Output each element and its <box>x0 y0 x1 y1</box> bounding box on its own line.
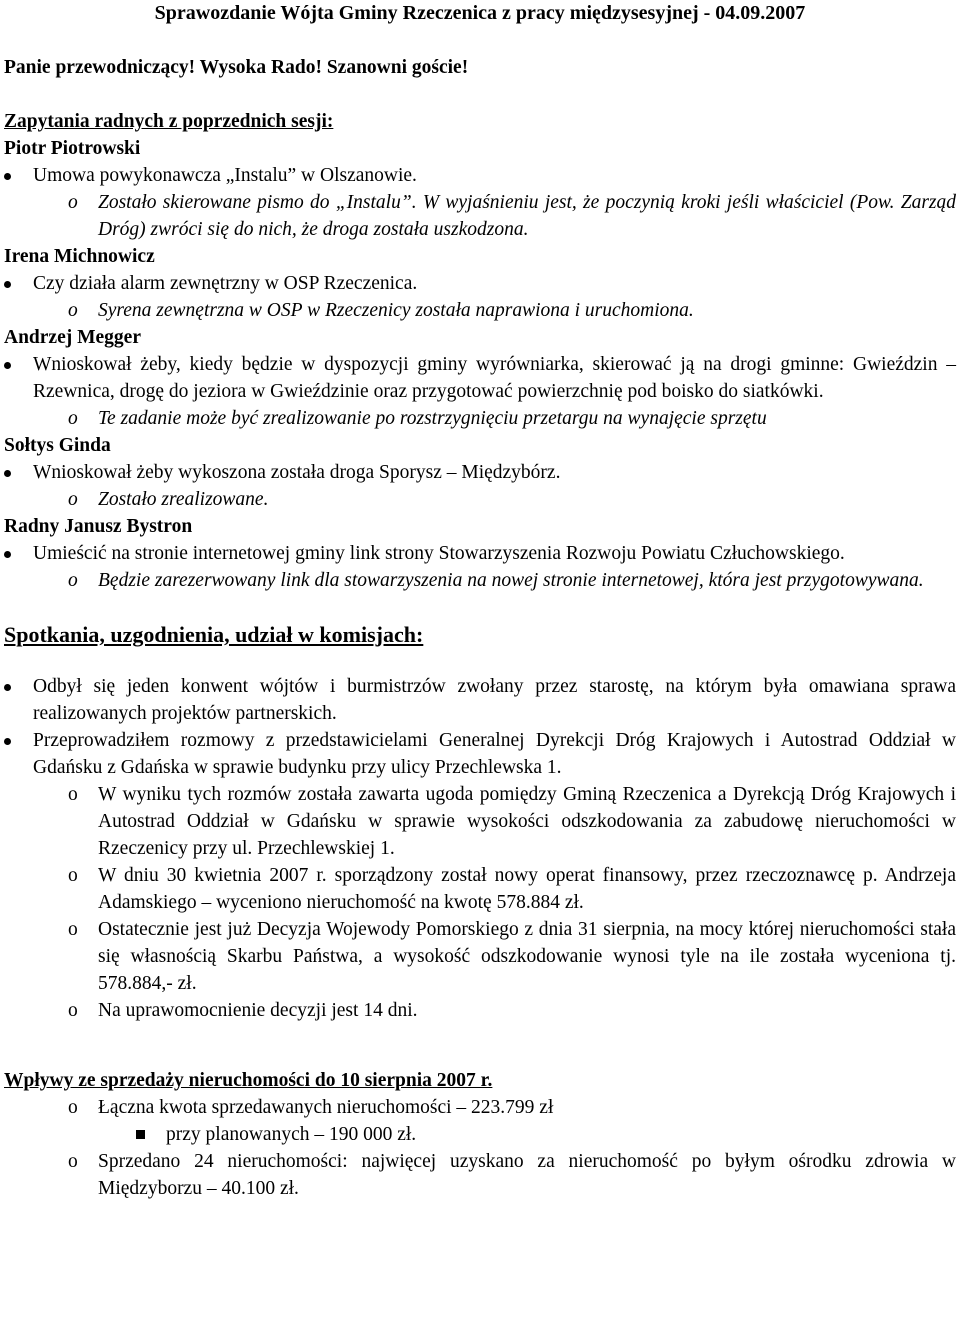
answer-text: Te zadanie może być zrealizowanie po rozstrzygnięciu przetargu na wynajęcie sprzętu <box>98 408 767 429</box>
sub-bullet-marker: o <box>68 489 78 510</box>
sub-list-text: W wyniku tych rozmów została zawarta ugoda pomiędzy Gminą Rzeczenica a Dyrekcją Dróg Krajowych i Autostrad Oddział w Gdańsku w sprawie wysokości odszkodowania za zabudowę nieruchomości w Rzeczenicy przy ul. Przechlewskiej 1. <box>98 784 956 859</box>
document-title: Sprawozdanie Wójta Gminy Rzeczenica z pracy międzysesyjnej - 04.09.2007 <box>154 2 806 24</box>
answer-text: Zostało skierowane pismo do „Instalu”. W wyjaśnieniu jest, że poczynią kroki jeśli właściciel (Pow. Zarząd Dróg) zwróci się do nich, że droga została uszkodzona. <box>98 192 956 240</box>
answer-item <box>4 297 956 324</box>
question-item: Czy działa alarm zewnętrzny w OSP Rzeczenica. <box>4 270 956 297</box>
answer-text: Będzie zarezerwowany link dla stowarzyszenia na nowej stronie internetowej, która jest przygotowywana. <box>98 570 924 591</box>
sub-list-item <box>4 1148 956 1202</box>
sub-bullet-marker: o <box>68 919 78 940</box>
sub-list-item <box>4 997 956 1024</box>
sub-list-item <box>4 781 956 862</box>
answer-text: Syrena zewnętrzna w OSP w Rzeczenicy została naprawiona i uruchomiona. <box>98 300 694 321</box>
sub-list-text: Sprzedano 24 nieruchomości: najwięcej uzyskano za nieruchomość po byłym ośrodku zdrowia w Międzyborzu – 40.100 zł. <box>98 1151 956 1199</box>
sub-list-item <box>4 1094 956 1121</box>
answer-item <box>4 405 956 432</box>
answer-item <box>4 567 956 594</box>
councillor-name: Irena Michnowicz <box>4 246 155 267</box>
answer-text: Zostało zrealizowane. <box>98 489 269 510</box>
sub-bullet-marker: o <box>68 570 78 591</box>
sub-bullet-marker: o <box>68 1000 78 1021</box>
question-item: Umowa powykonawcza „Instalu” w Olszanowie. <box>4 162 956 189</box>
answer-item <box>4 189 956 243</box>
sub-bullet-marker: o <box>68 408 78 429</box>
sub-bullet-marker: o <box>68 1097 78 1118</box>
sub-bullet-marker: o <box>68 865 78 886</box>
councillor-name: Andrzej Megger <box>4 327 141 348</box>
answer-item <box>4 486 956 513</box>
councillor-name: Radny Janusz Bystron <box>4 516 193 537</box>
sub-bullet-marker: o <box>68 192 78 213</box>
councillor-name: Sołtys Ginda <box>4 435 111 456</box>
sub-bullet-marker: o <box>68 784 78 805</box>
section-heading-meetings: Spotkania, uzgodnienia, udział w komisjach: <box>4 622 424 647</box>
sub-list-text: Na uprawomocnienie decyzji jest 14 dni. <box>98 1000 418 1021</box>
section-heading-sales: Wpływy ze sprzedaży nieruchomości do 10 sierpnia 2007 r. <box>4 1070 493 1091</box>
sub-bullet-marker: o <box>68 1151 78 1172</box>
list-item: Odbył się jeden konwent wójtów i burmistrzów zwołany przez starostę, na którym była omawiana sprawa realizowanych projektów partnerskich. <box>4 673 956 727</box>
greeting: Panie przewodniczący! Wysoka Rado! Szanowni goście! <box>4 57 469 78</box>
sub-bullet-marker: o <box>68 300 78 321</box>
list-item: Przeprowadziłem rozmowy z przedstawicielami Generalnej Dyrekcji Dróg Krajowych i Autostrad Oddział w Gdańsku z Gdańska w sprawie budynku przy ulicy Przechlewska 1. <box>4 727 956 781</box>
question-item: Umieścić na stronie internetowej gminy link strony Stowarzyszenia Rozwoju Powiatu Człuchowskiego. <box>4 540 956 567</box>
sub-list-text: W dniu 30 kwietnia 2007 r. sporządzony został nowy operat finansowy, przez rzeczoznawcę p. Andrzeja Adamskiego – wyceniono nieruchomość na kwotę 578.884 zł. <box>98 865 956 913</box>
sub-list-item <box>4 916 956 997</box>
question-item: Wnioskował żeby wykoszona została droga Sporysz – Międzybórz. <box>4 459 956 486</box>
section-heading-questions: Zapytania radnych z poprzednich sesji: <box>4 111 334 132</box>
sub-list-item <box>4 862 956 916</box>
question-item: Wnioskował żeby, kiedy będzie w dyspozycji gminy wyrówniarka, skierować ją na drogi gminne: Gwieździn – Rzewnica, drogę do jeziora w Gwieździnie oraz przygotować powierzchnię pod boisko do siatkówki. <box>4 351 956 405</box>
detail-item: przy planowanych – 190 000 zł. <box>4 1121 956 1148</box>
sub-list-text: Łączna kwota sprzedawanych nieruchomości – 223.799 zł <box>98 1097 554 1118</box>
councillor-name: Piotr Piotrowski <box>4 138 141 159</box>
sub-list-text: Ostatecznie jest już Decyzja Wojewody Pomorskiego z dnia 31 sierpnia, na mocy której nieruchomości stała się własnością Skarbu Państwa, a wysokość odszkodowanie wynosi tyle na ile została wyceniona tj. 578.884,- zł. <box>98 919 956 994</box>
